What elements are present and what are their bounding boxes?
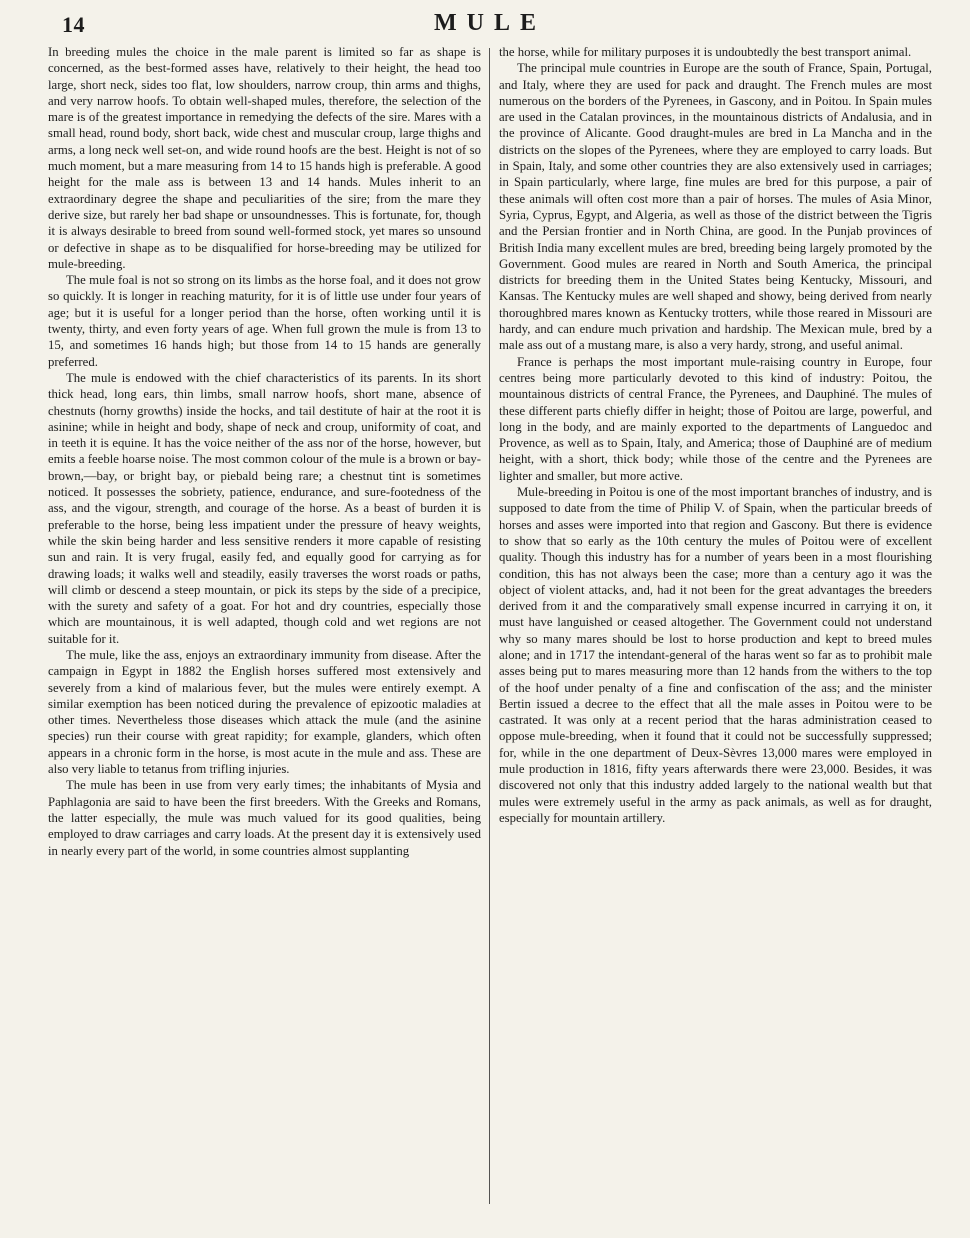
- paragraph: The mule, like the ass, enjoys an extraordinary immunity from disease. After the campaign in Egypt in 1882 the English horses suffered most extensively and severely from a kind of malarious fever, but the mules were entirely exempt. A similar exemption has been noticed during the prevalence of epizootic maladies at other times. Nevertheless those diseases which attack the mule (and the asinine species) run their course with great rapidity; for example, glanders, which often appears in a chronic form in the horse, is most acute in the mule and ass. These are also very liable to tetanus from trifling injuries.: [48, 647, 481, 777]
- running-title: MULE: [434, 10, 546, 36]
- paragraph: The principal mule countries in Europe are the south of France, Spain, Portugal, and Italy, where they are used for pack and draught. The French mules are most numerous on the borders of the Pyrenees, in Gascony, and in Poitou. In Spain mules are used in the Catalan provinces, in the mountainous districts of Andalusia, and in the province of Alicante. Good draught-mules are bred in La Mancha and in the districts on the slopes of the Pyrenees, where they are employed to carry loads. But in Spain, Italy, and some other countries they are also extensively used in carriages; in Spain particularly, where large, fine mules are bred for this purpose, a pair of these animals will often cost more than a pair of horses. The mules of Asia Minor, Syria, Cyprus, Egypt, and Algeria, as well as those of the district between the Tigris and the Persian frontier and in North China, are good. In the Punjab provinces of British India many excellent mules are bred, breeding being largely promoted by the Government. Good mules are reared in North and South America, the principal districts for breeding them in the United States being Kentucky, Missouri, and Kansas. The Kentucky mules are well shaped and showy, being derived from nearly thoroughbred mares known as Kentucky trotters, while those reared in Missouri are hardy, and can endure much privation and hardship. The Mexican mule, bred by a male ass out of a mustang mare, is also a very hardy, strong, and useful animal.: [499, 61, 932, 353]
- paragraph: The mule foal is not so strong on its limbs as the horse foal, and it does not grow so quickly. It is longer in reaching maturity, for it is of little use under four years of age; but it is useful for a longer period than the horse, often working until it is twenty, thirty, and even forty years of age. When full grown the mule is from 13 to 15, and sometimes 16 hands high; but those from 14 to 15 hands are generally preferred.: [48, 273, 481, 369]
- paragraph: The mule is endowed with the chief characteristics of its parents. In its short thick head, long ears, thin limbs, small narrow hoofs, short mane, absence of chestnuts (horny growths) inside the hocks, and tail destitute of hair at the root it is asinine; while in height and body, shape of neck and croup, uniformity of coat, and in teeth it is equine. It has the voice neither of the ass nor of the horse, however, but emits a feeble hoarse noise. The most common colour of the mule is a brown or bay-brown,—bay, or bright bay, or piebald being rare; a chestnut tint is sometimes noticed. It possesses the sobriety, patience, endurance, and sure-footedness of the ass, and the vigour, strength, and courage of the horse. As a beast of burden it is preferable to the horse, being less impatient under the pressure of heavy weights, while the skin being harder and less sensitive renders it more capable of resisting sun and rain. It is very frugal, easily fed, and equally good for carrying as for drawing loads; it walks well and steadily, easily traverses the worst roads or paths, will climb or descend a steep mountain, or pick its steps by the side of a precipice, with the surety and safety of a goat. For hot and dry countries, especially those which are mountainous, it is well adapted, though cold and wet regions are not suitable for it.: [48, 370, 481, 646]
- paragraph: In breeding mules the choice in the male parent is limited so far as shape is concerned, as the best-formed asses have, relatively to their height, the head too large, short neck, sides too flat, low shoulders, narrow croup, thin arms and thighs, and very narrow hoofs. To obtain well-shaped mules, therefore, the selection of the mare is of the greatest importance in remedying the defects of the sire. Mares with a small head, round body, short back, wide chest and muscular croup, large thighs and arms, a long neck well set-on, and wide round hoofs are the best. Height is not of so much moment, but a mare measuring from 14 to 15 hands high is preferable. A good height for the male ass is between 13 and 14 hands. Mules inherit to an extraordinary degree the shape and peculiarities of the sire; from the mare they derive size, but rarely her bad shape or unsoundnesses. This is fortunate, for, though it is always desirable to breed from sound well-formed stock, yet mares so unsound or defective in shape as to be disqualified for horse-breeding may be utilized for mule-breeding.: [48, 45, 481, 271]
- paragraph: The mule has been in use from very early times; the inhabitants of Mysia and Paphlagonia are said to have been the first breeders. With the Greeks and Romans, the latter especially, the mule was much valued for its good qualities, being employed to draw carriages and carry loads. At the present day it is extensively used in nearly every part of the world, in some countries almost supplanting: [48, 778, 481, 858]
- page-header: [48, 10, 932, 38]
- article-columns: [48, 44, 932, 1204]
- paragraph: France is perhaps the most important mule-raising country in Europe, four centres being more particularly devoted to this kind of industry: Poitou, the mountainous districts of central France, the Pyrenees, and Dauphiné. The mules of these different parts chiefly differ in height; those of Poitou are large, powerful, and long in the body, and are mainly exported to the departments of Languedoc and Provence, as well as to Spain, Italy, and America; those of Dauphiné are of medium height, with a short, thick body; while those of the centre and the Pyrenees are lighter and smaller, but more active.: [499, 354, 932, 483]
- paragraph: the horse, while for military purposes it is undoubtedly the best transport animal.: [499, 45, 912, 59]
- paragraph: Mule-breeding in Poitou is one of the most important branches of industry, and is supposed to date from the time of Philip V. of Spain, when the particular breeds of horses and asses were imported into that region and Gascony. But there is evidence to show that so early as the 10th century the mules of Poitou were of excellent quality. Though this industry has for a number of years been in a most flourishing condition, this has not always been the case; more than a century ago it was the object of violent attacks, and, had it not been for the great advantages the breeders derived from it and the comparatively small expense incurred in carrying it on, it must have languished or ceased altogether. The Government could not understand why so many mares should be lost to horse production and kept to breed mules alone; and in 1717 the intendant-general of the haras went so far as to prohibit male asses being put to mares measuring more than 12 hands from the withers to the top of the hoof under penalty of a fine and confiscation of the ass; and the minister Bertin issued a decree to the effect that all the male asses in Poitou were to be castrated. It was only at a recent period that the haras administration ceased to oppose mule-breeding, when it found that it could not be successfully suppressed; for, while in the one department of Deux-Sèvres 13,000 mares were employed in mule production in 1816, fifty years afterwards there were 23,000. Besides, it was discovered not only that this industry added largely to the national wealth but that mules were extremely useful in the army as pack animals, as well as for draught, especially for mountain artillery.: [499, 485, 932, 825]
- right-column: [499, 44, 932, 1204]
- page-number: 14: [62, 12, 85, 37]
- left-column: [48, 44, 481, 1204]
